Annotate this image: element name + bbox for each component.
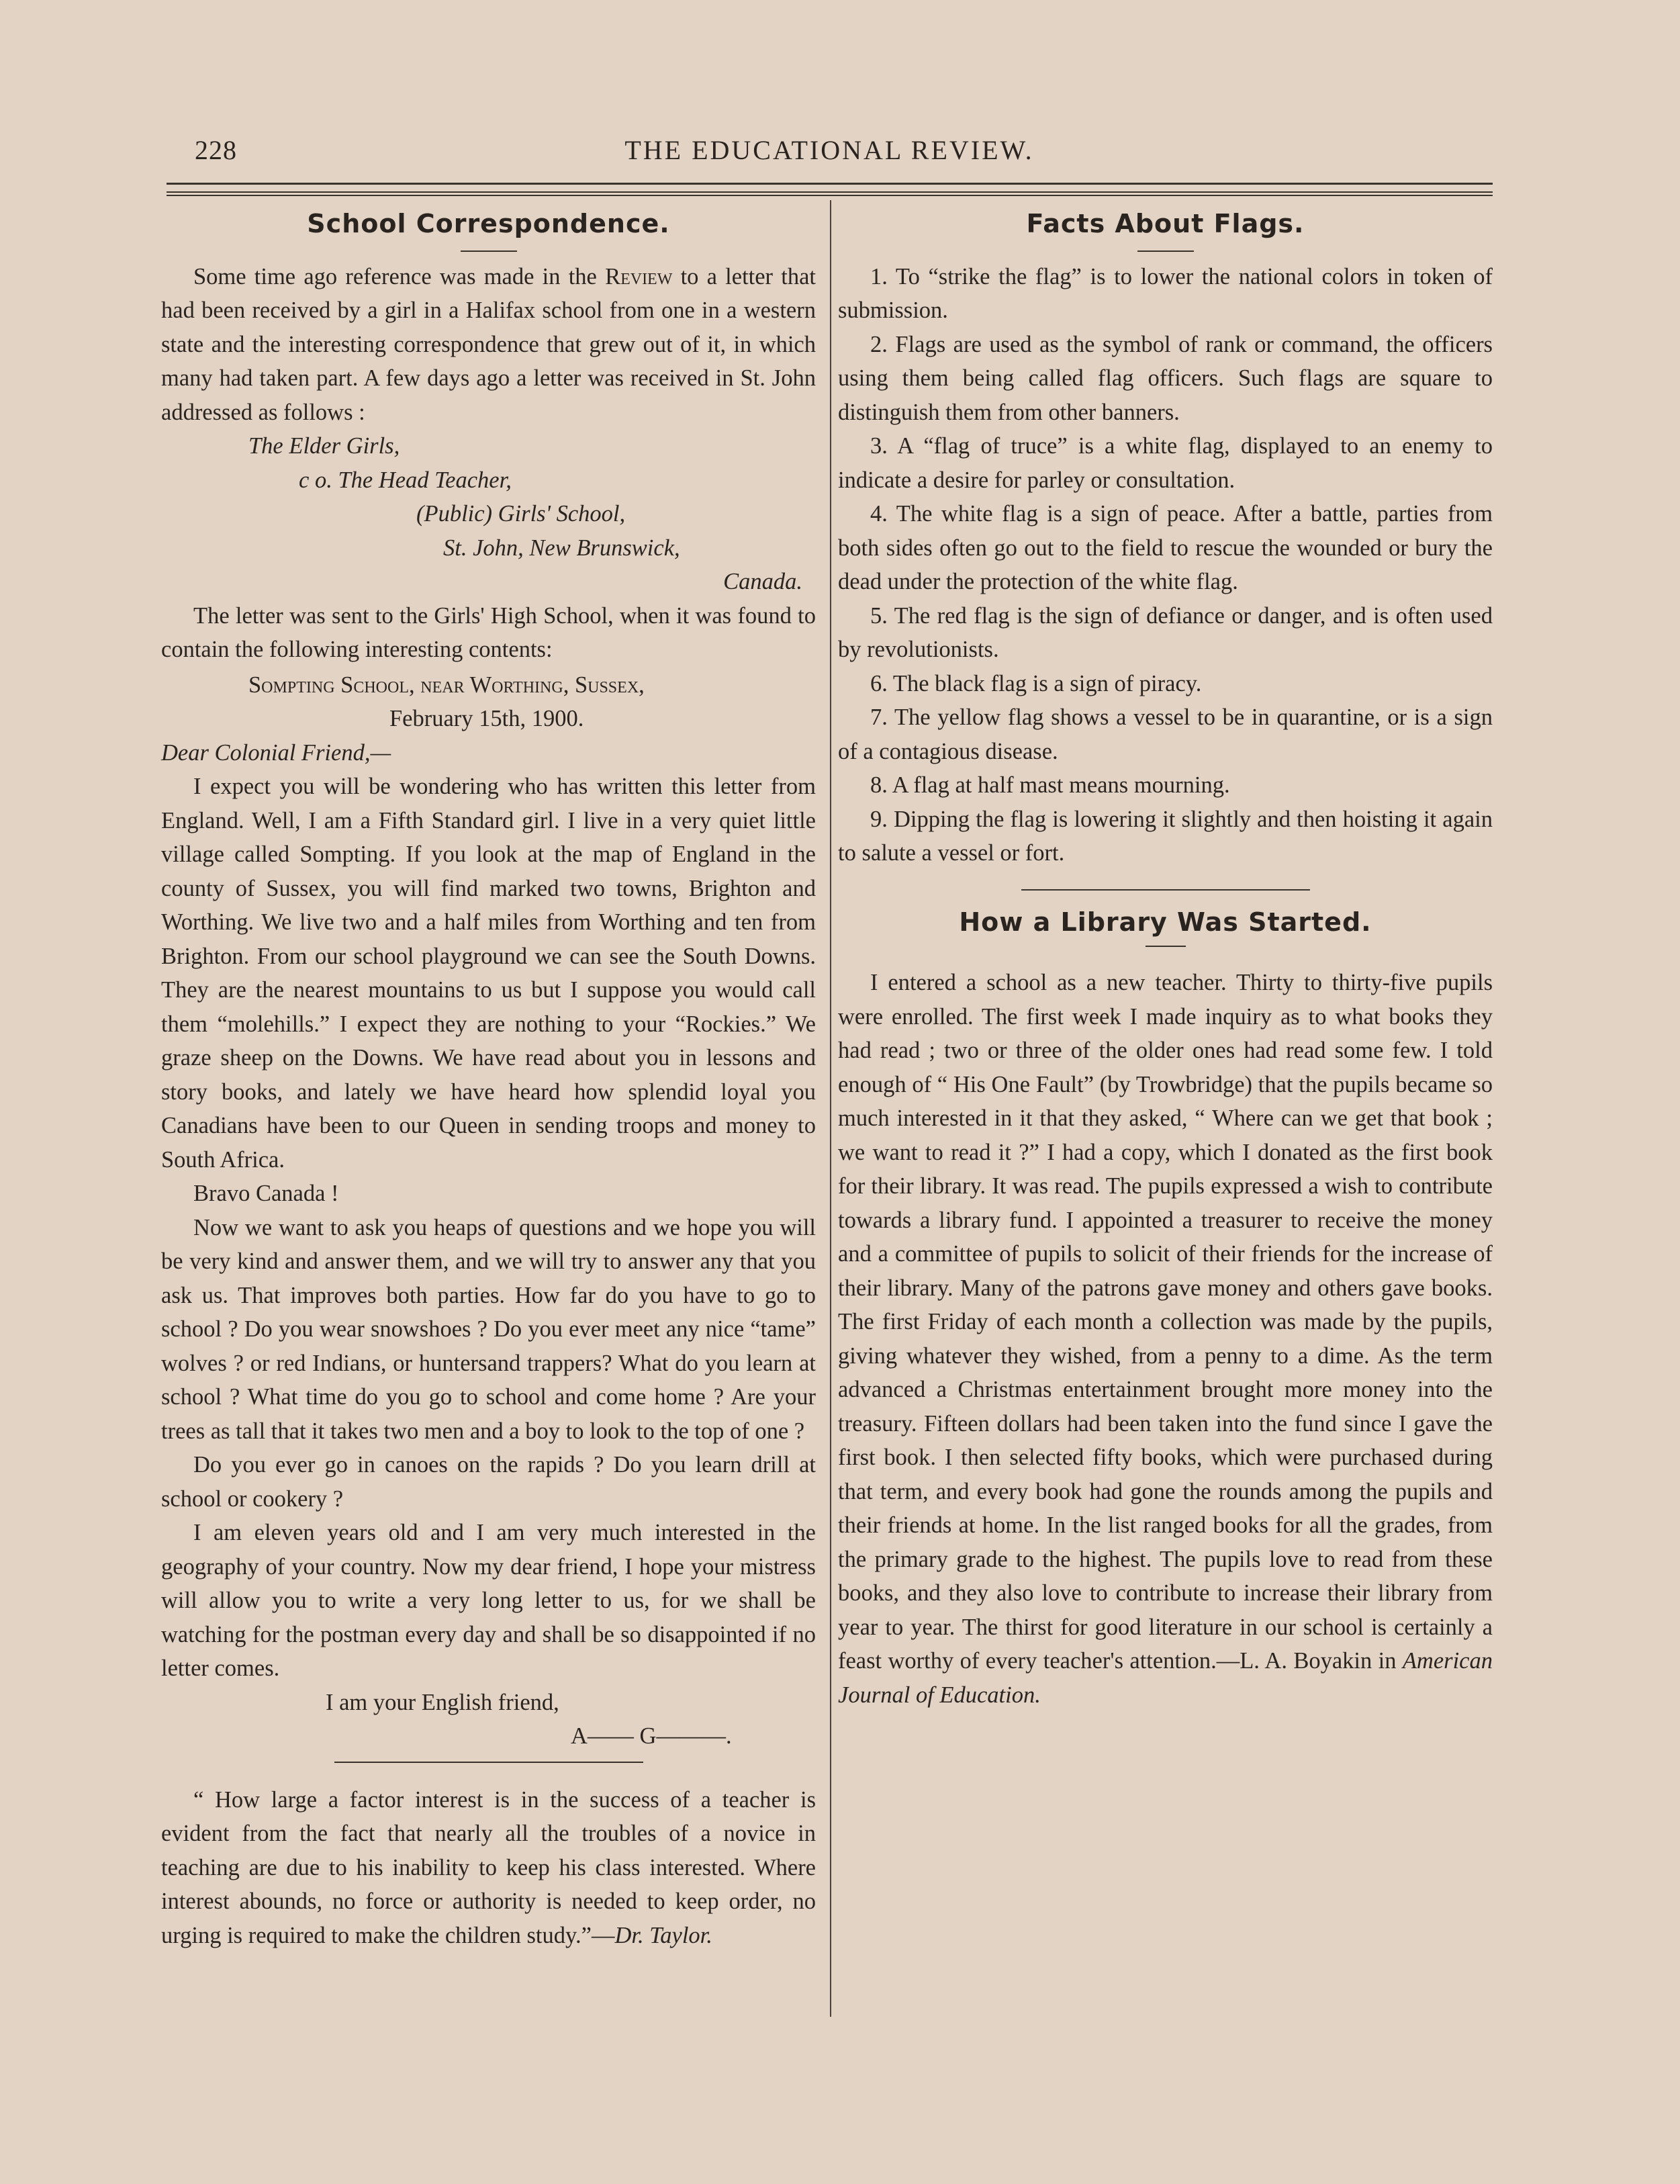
library-paragraph: I entered a school as a new teacher. Thirty to thirty-five pupils were enrolled. The first week I made inquiry as to what books they had read ; two or three of the older ones had read some few. I told enough of “ His One Fault” (by Trowbridge) that the pupils became so much interested in it that they asked, “ Where can we get that book ; we want to read it ?” I had a copy, which I donated as the first book for their library. It was read. The pupils expressed a wish to contribute towards a library fund. I appointed a treasurer to receive the money and a committee of pupils to solicit of their friends for the increase of their library. Many of the patrons gave money and others gave books. The first Friday of each month a collection was made by the pupils, giving whatever they wished, from a penny to a dime. As the term advanced a Christmas entertainment brought more money into the treasury. Fifteen dollars had been taken into the fund since I gave the first book. I then selected fifty books, which were purchased during that term, and every book had gone the rounds among the pupils and their friends at home. In the list ranged books for all the grades, from the primary grade to the highest. The pupils love to read from these books, and they also love to contribute to increase their library from year to year. The thirst for good literature in our school is certainly a feast worthy of every teacher's attention.—L. A. Boyakin in American Journal of Education. xyxy=(838,970,1493,1708)
address-line: Canada. xyxy=(723,569,802,594)
letter-address xyxy=(161,429,816,599)
library-heading: How a Library Was Started. xyxy=(959,907,1372,937)
letter-dateline: Sompting School, near Worthing, Sussex, February 15th, 1900. xyxy=(248,672,645,731)
address-line: c o. The Head Teacher, xyxy=(299,467,512,493)
list-item: 4. The white flag is a sign of peace. After a battle, parties from both sides often go out to the field to rescue the wounded or bury the dead under the protection of the white flag. xyxy=(838,501,1493,594)
intro-paragraph: Some time ago reference was made in the Review to a letter that had been received by a girl in a Halifax school from one in a western state and the interesting correspondence that grew out of it, in which many had taken part. A few days ago a letter was received in St. John addressed as follows : xyxy=(161,263,816,425)
header-rule xyxy=(167,183,1493,193)
flag-facts-list xyxy=(838,260,1493,870)
quote-paragraph: “ How large a factor interest is in the success of a teacher is evident from the fact that nearly all the troubles of a novice in teaching are due to his inability to keep his class interested. Where interest abounds, no force or authority is needed to keep order, no urging is required to make the children study.”—Dr. Taylor. xyxy=(161,1786,816,1948)
list-item: 2. Flags are used as the symbol of rank or command, the officers using them being called flag officers. Such flags are square to distinguish them from other banners. xyxy=(838,331,1493,425)
address-line: St. John, New Brunswick, xyxy=(443,535,680,561)
letter-paragraph: Do you ever go in canoes on the rapids ? Do you learn drill at school or cookery ? xyxy=(161,1452,816,1512)
letter-paragraph: I expect you will be wondering who has written this letter from England. Well, I am a Fifth Standard girl. I live in a very quiet little village called Sompting. If you look at the map of England in the county of Sussex, you will find marked two towns, Brighton and Worthing. We live two and a half miles from Worthing and ten from Brighton. From our school playground we can see the South Downs. They are the nearest mountains to us but I suppose you would call them “molehills.” I expect they are nothing to your “Rockies.” We graze sheep on the Downs. We have read about you in lessons and story books, and lately we have heard how splendid loyal you Canadians have been to our Queen in sending troops and money to South Africa. xyxy=(161,774,816,1173)
school-correspondence-heading: School Correspondence. xyxy=(307,209,670,238)
running-title: THE EDUCATIONAL REVIEW. xyxy=(624,135,1034,165)
right-column xyxy=(838,201,1493,1712)
left-column xyxy=(161,201,816,1952)
list-item: 9. Dipping the flag is lowering it slightly and then hoisting it again to salute a vessel or fort. xyxy=(838,806,1493,866)
page-header xyxy=(161,134,1497,175)
list-item: 3. A “flag of truce” is a white flag, displayed to an enemy to indicate a desire for parley or consultation. xyxy=(838,433,1493,493)
facts-about-flags-heading: Facts About Flags. xyxy=(1026,209,1305,238)
letter-closing: I am your English friend, xyxy=(326,1689,559,1715)
sent-paragraph: The letter was sent to the Girls' High School, when it was found to contain the following interesting contents: xyxy=(161,602,816,662)
heading-rule xyxy=(1137,251,1194,252)
list-item: 1. To “strike the flag” is to lower the national colors in token of submission. xyxy=(838,263,1493,323)
letter-paragraph: Bravo Canada ! xyxy=(193,1181,339,1206)
address-line: The Elder Girls, xyxy=(248,433,400,459)
heading-rule xyxy=(461,251,517,252)
list-item: 5. The red flag is the sign of defiance or danger, and is often used by revolutionists. xyxy=(838,602,1493,662)
column-divider xyxy=(830,200,831,2017)
page-number: 228 xyxy=(195,135,237,165)
list-item: 8. A flag at half mast means mourning. xyxy=(870,772,1230,798)
list-item: 6. The black flag is a sign of piracy. xyxy=(870,670,1202,696)
list-item: 7. The yellow flag shows a vessel to be in quarantine, or is a sign of a contagious disease. xyxy=(838,704,1493,764)
letter-salutation: Dear Colonial Friend,— xyxy=(161,739,391,766)
section-rule xyxy=(334,1762,643,1763)
letter-signature: A—— G———. xyxy=(571,1723,732,1749)
address-line: (Public) Girls' School, xyxy=(416,501,626,527)
heading-rule xyxy=(1146,946,1186,947)
letter-paragraph: Now we want to ask you heaps of questions and we hope you will be very kind and answer them, and we will try to answer any that you ask us. That improves both parties. How far do you have to go to school ? Do you wear snowshoes ? Do you ever meet any nice “tame” wolves ? or red Indians, or huntersand trappers? What do you learn at school ? What time do you go to school and come home ? Are your trees as tall that it takes two men and a boy to look to the top of one ? xyxy=(161,1214,816,1444)
letter-paragraph: I am eleven years old and I am very much interested in the geography of your country. Now my dear friend, I hope your mistress will allow you to write a very long letter to us, for we shall be watching for the postman every day and shall be so disappointed if no letter comes. xyxy=(161,1520,816,1681)
header-rule-lower xyxy=(167,195,1493,196)
section-rule xyxy=(1021,889,1310,891)
